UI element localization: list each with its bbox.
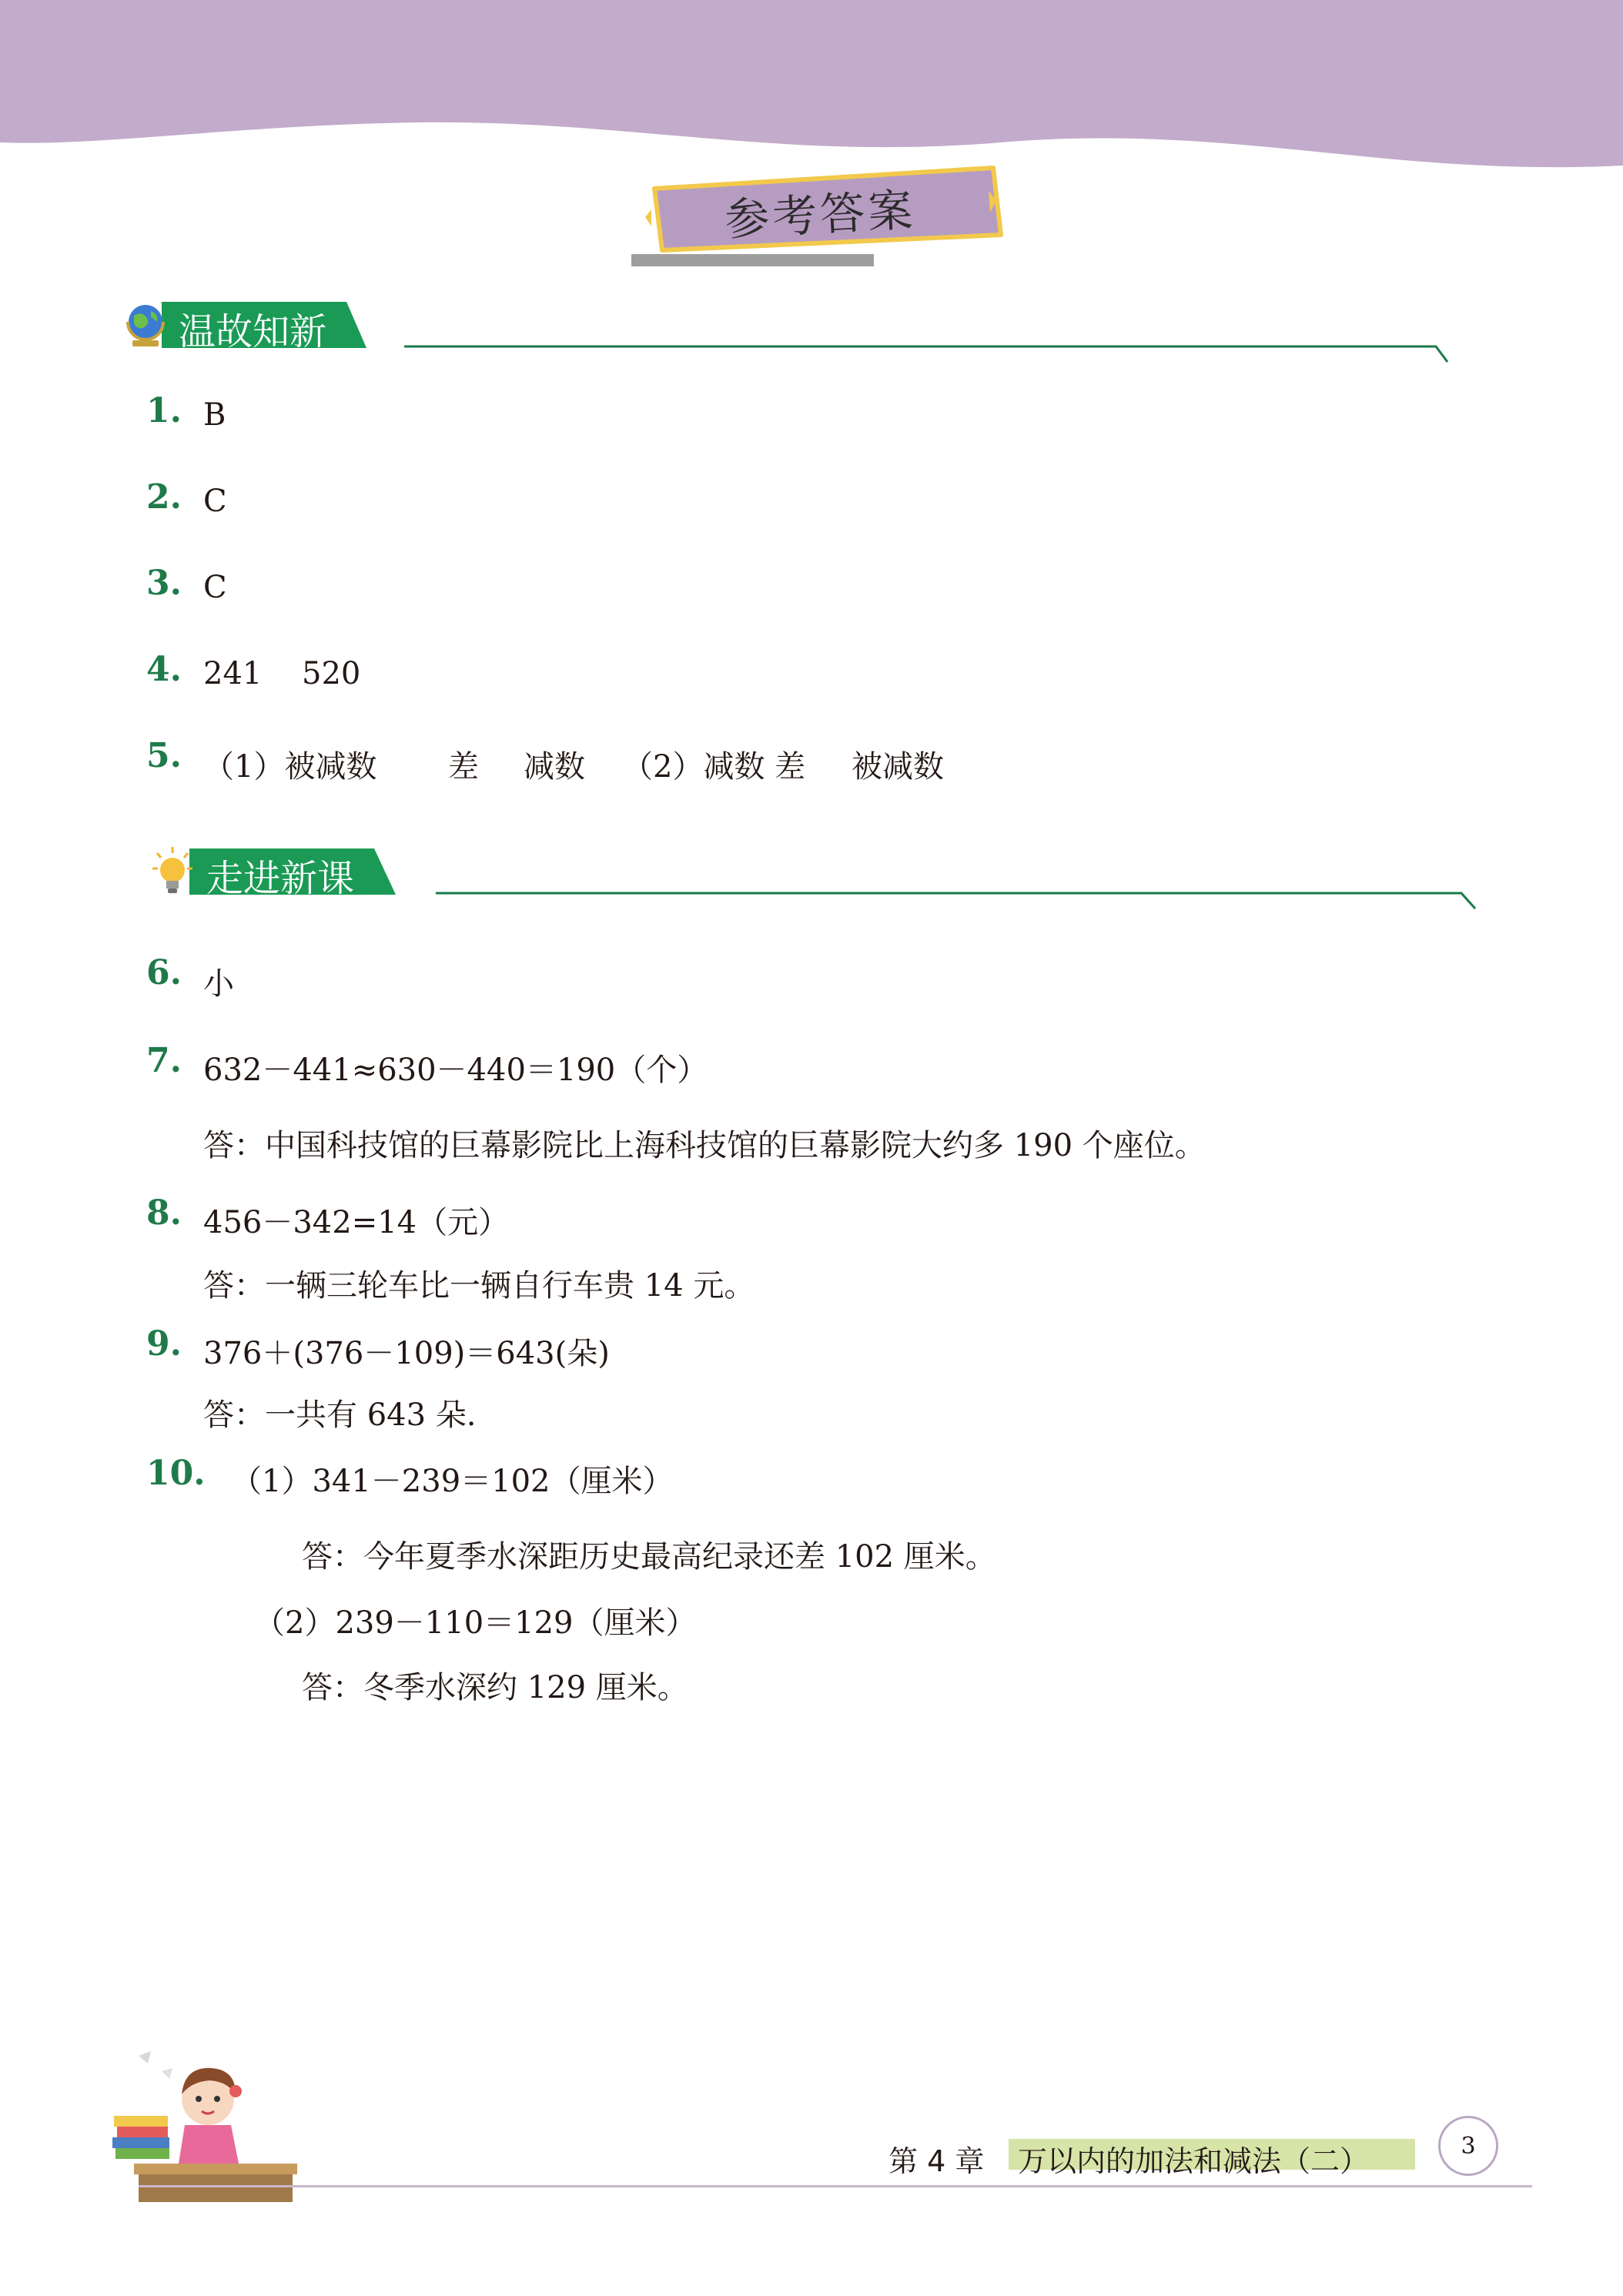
- question-number: 1.: [146, 391, 182, 430]
- page-number: 3: [1438, 2116, 1498, 2176]
- answer-text: 被减数: [852, 749, 944, 785]
- question-number: 3.: [146, 564, 182, 603]
- answer-sentence: 答：冬季水深约 129 厘米。: [302, 1670, 688, 1705]
- answer-sentence: 答：今年夏季水深距历史最高纪录还差 102 厘米。: [302, 1539, 996, 1575]
- answer-text: （2）减数 差: [622, 749, 806, 785]
- answer-sentence: 答：中国科技馆的巨幕影院比上海科技馆的巨幕影院大约多 190 个座位。: [203, 1128, 1206, 1163]
- lightbulb-icon: [151, 845, 194, 898]
- page-title: 参考答案: [723, 183, 917, 246]
- calculation: （2）239－110＝129（厘米）: [254, 1605, 697, 1641]
- question-number: 7.: [146, 1041, 182, 1080]
- chapter-title: 万以内的加法和减法（二）: [1018, 2144, 1370, 2178]
- answer-text: C: [203, 570, 227, 605]
- calculation: （1）341－239＝102（厘米）: [231, 1464, 674, 1499]
- section-divider: [436, 885, 1483, 913]
- question-number: 6.: [146, 953, 182, 992]
- section-label: 走进新课: [206, 857, 355, 900]
- top-wave-decoration: [0, 0, 1623, 177]
- question-number: 9.: [146, 1324, 182, 1364]
- calculation: 456－342=14（元）: [203, 1205, 510, 1240]
- answer-text: C: [203, 484, 227, 519]
- section-header-review: [123, 299, 370, 351]
- calculation: 632－441≈630－440＝190（个）: [203, 1053, 708, 1088]
- answer-text: （1）被减数: [203, 749, 377, 785]
- section-label: 温故知新: [179, 310, 327, 353]
- question-number: 2.: [146, 477, 182, 517]
- calculation: 376＋(376－109)＝643(朵): [203, 1336, 610, 1371]
- question-number: 10.: [146, 1454, 206, 1493]
- globe-icon: [123, 300, 168, 350]
- answer-text: 差: [448, 749, 479, 785]
- answer-text: 小: [203, 966, 234, 1002]
- answer-sentence: 答：一共有 643 朵.: [203, 1397, 477, 1433]
- chapter-number: 第 4 章: [888, 2144, 985, 2178]
- answer-text: 减数: [524, 749, 585, 785]
- question-number: 4.: [146, 650, 182, 689]
- section-divider: [404, 339, 1451, 366]
- footer-rule: [139, 2185, 1532, 2187]
- question-number: 8.: [146, 1193, 182, 1233]
- question-number: 5.: [146, 736, 182, 775]
- answer-text: 520: [302, 656, 361, 691]
- section-header-new-lesson: [151, 845, 397, 898]
- answer-text: B: [203, 397, 226, 433]
- answer-text: 241: [203, 656, 263, 691]
- answer-sentence: 答：一辆三轮车比一辆自行车贵 14 元。: [203, 1268, 755, 1304]
